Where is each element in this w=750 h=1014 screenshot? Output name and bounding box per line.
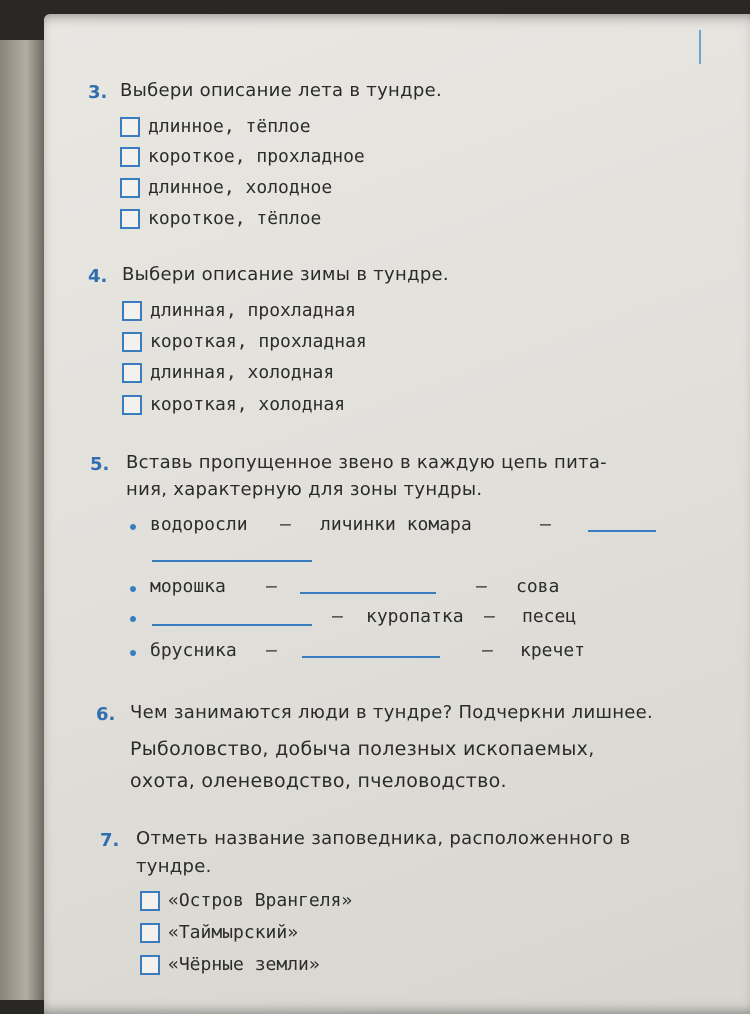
q3-checkbox-3[interactable] bbox=[120, 178, 140, 198]
q3-option-3[interactable] bbox=[120, 177, 332, 198]
question-3-text: Выбери описание лета в тундре. bbox=[120, 80, 442, 101]
chain-2-blank[interactable] bbox=[300, 592, 436, 594]
question-7-line-1: Отметь название заповедника, расположенного в bbox=[136, 828, 631, 849]
chain-4-bullet bbox=[130, 650, 136, 656]
q7-checkbox-2[interactable] bbox=[140, 923, 160, 943]
q4-option-4[interactable] bbox=[122, 394, 345, 415]
q7-option-3-label: «Чёрные земли» bbox=[168, 954, 320, 975]
q4-option-1[interactable] bbox=[122, 300, 356, 321]
chain-1-bullet bbox=[130, 524, 136, 530]
q3-option-4-label: короткое, тёплое bbox=[148, 208, 322, 229]
book-spine bbox=[0, 40, 44, 1000]
chain-3-blank[interactable] bbox=[152, 624, 312, 626]
q3-option-1-label: длинное, тёплое bbox=[148, 116, 311, 137]
q4-checkbox-2[interactable] bbox=[122, 332, 142, 352]
q7-option-2-label: «Таймырский» bbox=[168, 922, 299, 943]
q4-option-1-label: длинная, прохладная bbox=[150, 300, 356, 321]
q4-option-2[interactable] bbox=[122, 331, 367, 352]
q3-option-2-label: короткое, прохладное bbox=[148, 146, 365, 167]
chain-4-dash-1: — bbox=[266, 640, 277, 661]
q4-option-2-label: короткая, прохладная bbox=[150, 331, 367, 352]
question-7-number: 7. bbox=[100, 830, 120, 851]
chain-3-bullet bbox=[130, 616, 136, 622]
question-5-line-1: Вставь пропущенное звено в каждую цепь пита- bbox=[126, 452, 607, 473]
q3-option-3-label: длинное, холодное bbox=[148, 177, 333, 198]
page-margin-mark bbox=[699, 30, 701, 64]
question-5-line-2: ния, характерную для зоны тундры. bbox=[126, 479, 483, 500]
question-5-number: 5. bbox=[90, 454, 110, 475]
question-6-list-line-2[interactable]: охота, оленеводство, пчеловодство. bbox=[130, 770, 507, 792]
chain-1-blank-b[interactable] bbox=[152, 560, 312, 562]
workbook-page bbox=[44, 14, 750, 1014]
chain-2-dash-2: — bbox=[476, 576, 487, 597]
q4-option-3-label: длинная, холодная bbox=[150, 362, 335, 383]
question-6-text: Чем занимаются люди в тундре? Подчеркни лишнее. bbox=[130, 702, 654, 723]
question-6-number: 6. bbox=[96, 704, 116, 725]
question-4-number: 4. bbox=[88, 266, 108, 287]
q7-option-1-label: «Остров Врангеля» bbox=[168, 890, 353, 911]
q3-checkbox-1[interactable] bbox=[120, 117, 140, 137]
chain-1-dash-2: — bbox=[540, 514, 551, 535]
question-6-list-line-1[interactable]: Рыболовство, добыча полезных ископаемых, bbox=[130, 738, 595, 760]
chain-2-bullet bbox=[130, 586, 136, 592]
chain-3-item-a: куропатка bbox=[366, 606, 464, 627]
q3-option-4[interactable] bbox=[120, 208, 321, 229]
chain-4-item-a: брусника bbox=[150, 640, 237, 661]
chain-2-item-a: морошка bbox=[150, 576, 226, 597]
chain-3-item-b: песец bbox=[522, 606, 577, 627]
chain-1-dash-1: — bbox=[280, 514, 291, 535]
q7-checkbox-3[interactable] bbox=[140, 955, 160, 975]
chain-2-dash-1: — bbox=[266, 576, 277, 597]
chain-1-blank-a[interactable] bbox=[588, 530, 656, 532]
q3-option-2[interactable] bbox=[120, 146, 365, 167]
q7-option-2[interactable] bbox=[140, 922, 298, 943]
chain-1-item-a: водоросли bbox=[150, 514, 248, 535]
chain-3-dash-1: — bbox=[332, 606, 343, 627]
q4-checkbox-4[interactable] bbox=[122, 395, 142, 415]
question-4-text: Выбери описание зимы в тундре. bbox=[122, 264, 449, 285]
q4-option-3[interactable] bbox=[122, 362, 334, 383]
q4-checkbox-1[interactable] bbox=[122, 301, 142, 321]
q4-option-4-label: короткая, холодная bbox=[150, 394, 346, 415]
chain-1-item-b: личинки комара bbox=[320, 514, 472, 535]
q3-checkbox-2[interactable] bbox=[120, 147, 140, 167]
chain-4-item-b: кречет bbox=[520, 640, 586, 661]
q7-checkbox-1[interactable] bbox=[140, 891, 160, 911]
q3-option-1[interactable] bbox=[120, 116, 311, 137]
question-3-number: 3. bbox=[88, 82, 108, 103]
q7-option-1[interactable] bbox=[140, 890, 352, 911]
q4-checkbox-3[interactable] bbox=[122, 363, 142, 383]
chain-3-dash-2: — bbox=[484, 606, 495, 627]
q7-option-3[interactable] bbox=[140, 954, 320, 975]
q3-checkbox-4[interactable] bbox=[120, 209, 140, 229]
chain-4-dash-2: — bbox=[482, 640, 493, 661]
chain-4-blank[interactable] bbox=[302, 656, 440, 658]
question-7-line-2: тундре. bbox=[136, 856, 212, 877]
chain-2-item-b: сова bbox=[516, 576, 560, 597]
